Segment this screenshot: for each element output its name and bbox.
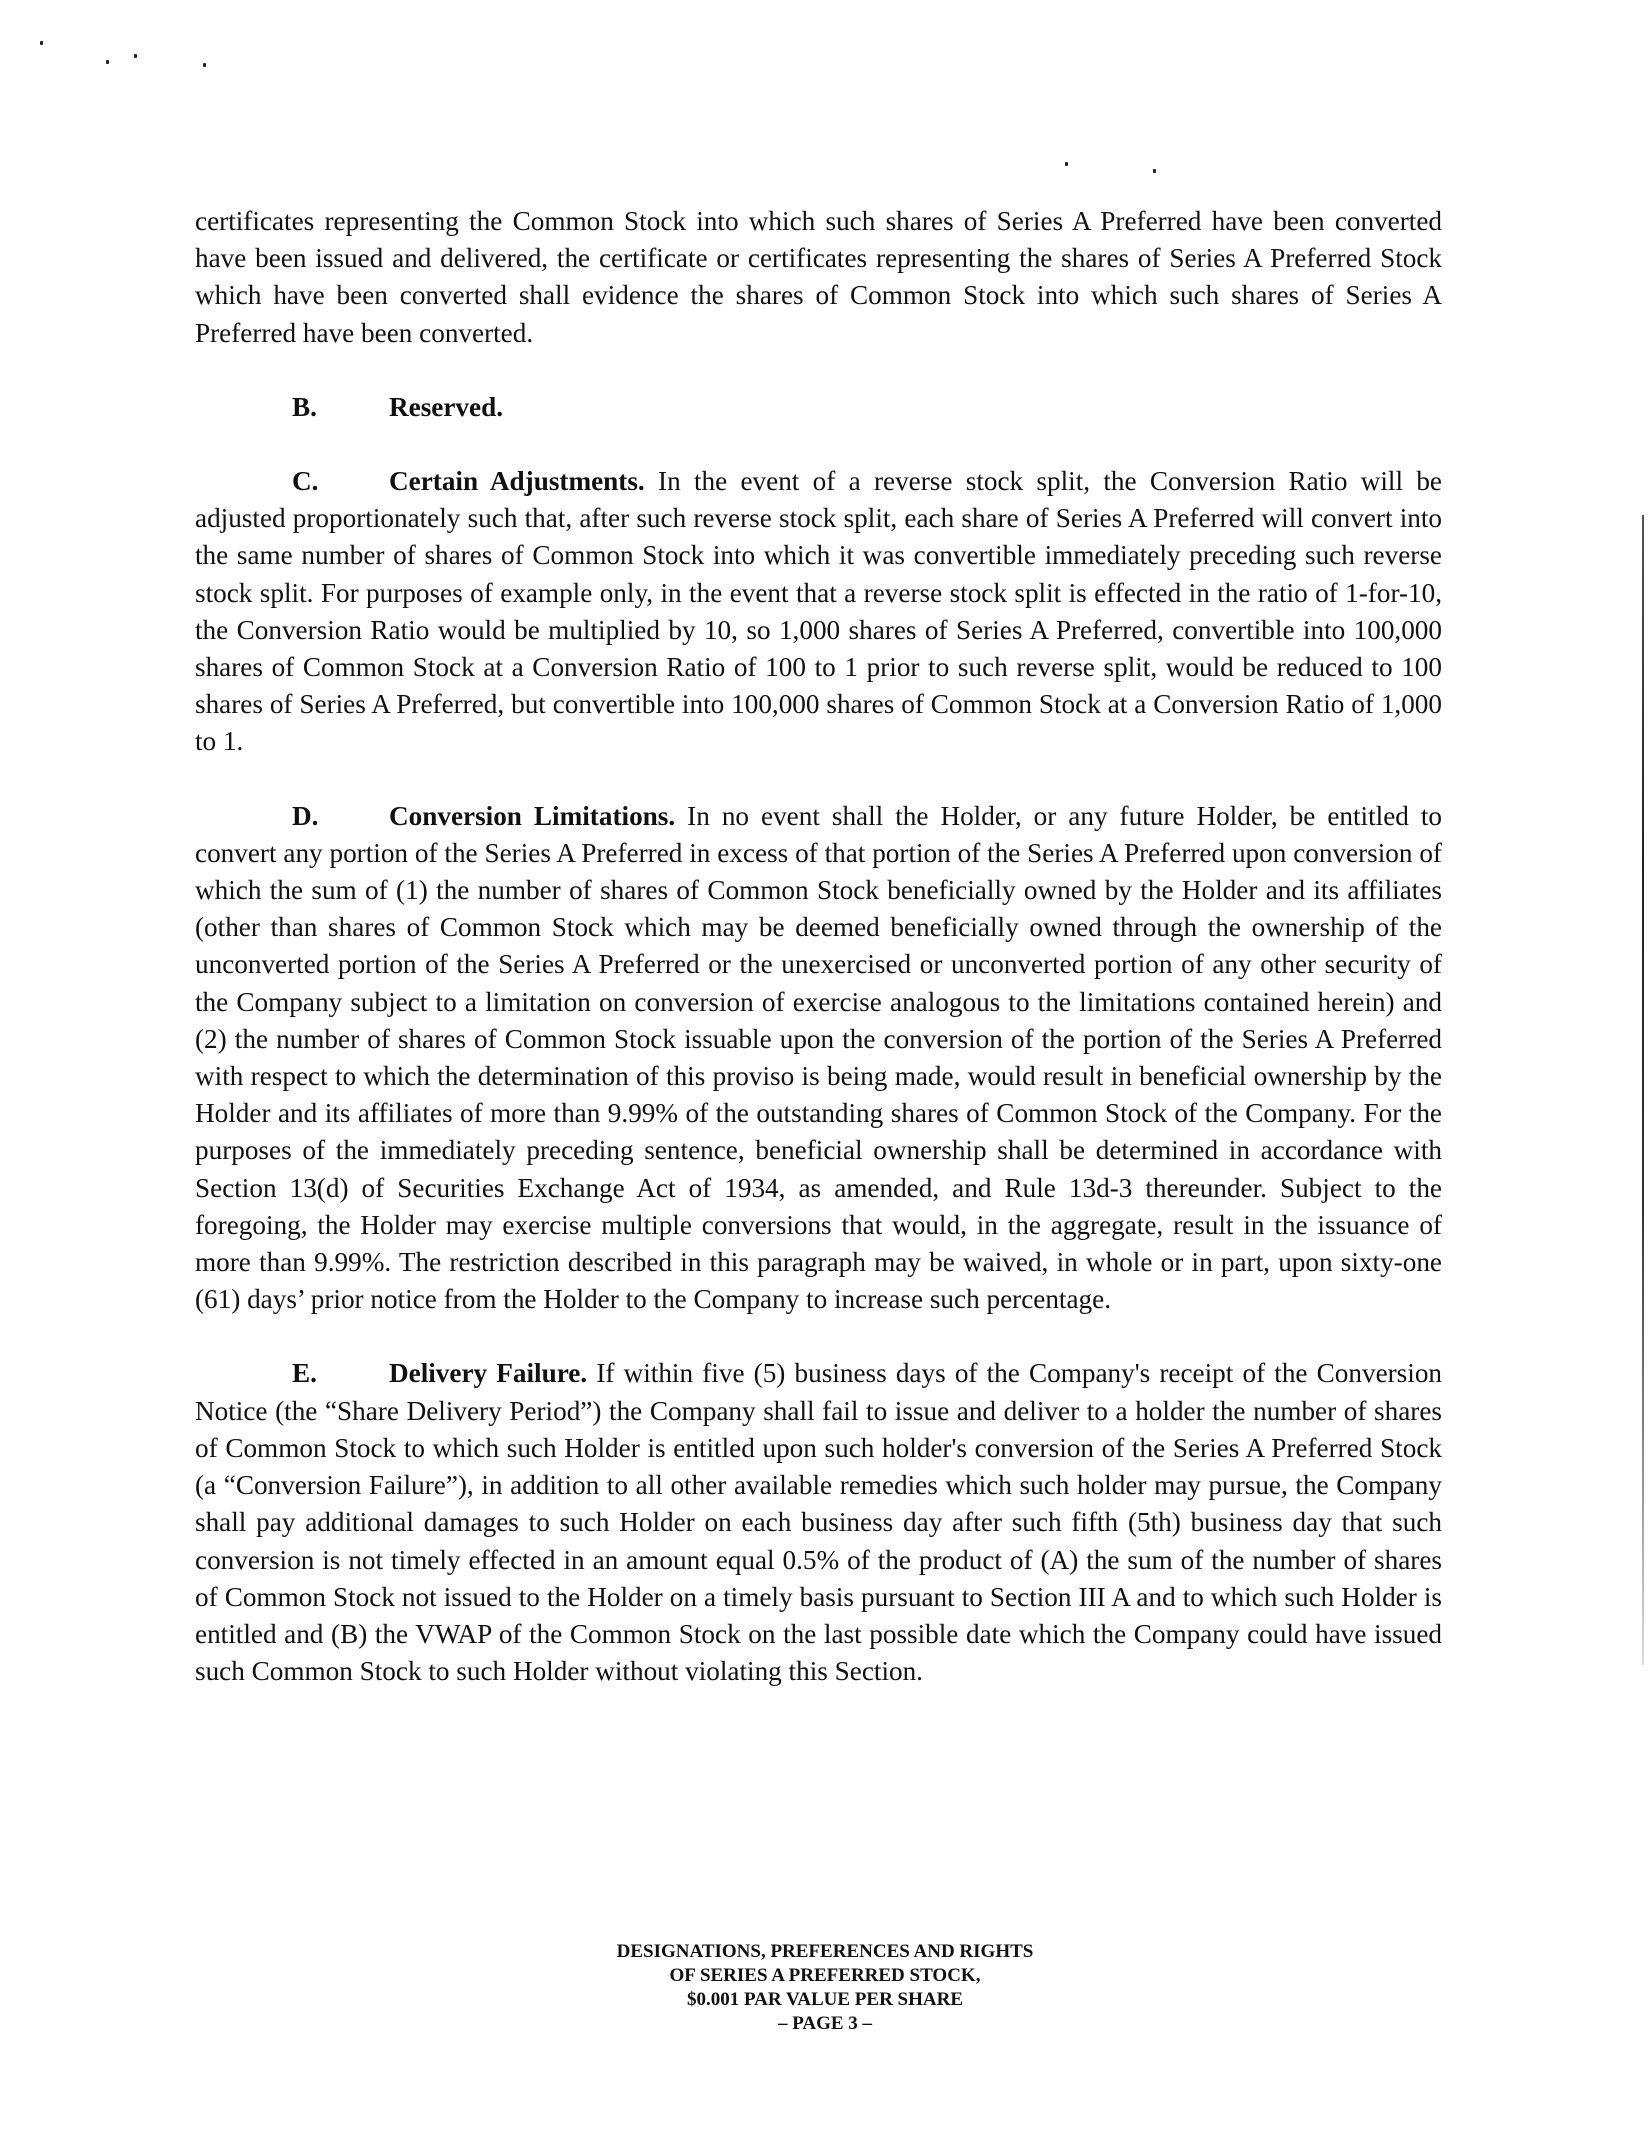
footer-line: $0.001 PAR VALUE PER SHARE (686, 1989, 964, 2010)
section-heading: Certain Adjustments. (389, 466, 645, 497)
section-b (195, 389, 1442, 426)
section-label: D. (292, 800, 319, 831)
document-body (195, 203, 1442, 1727)
section-e (195, 1355, 1442, 1690)
scan-artifact (134, 54, 137, 58)
footer-line: DESIGNATIONS, PREFERENCES AND RIGHTS (616, 1941, 1034, 1962)
section-body: In no event shall the Holder, or any future Holder, be entitled to convert any portion of the Series A Preferred in excess of that portion of the Series A Preferred upon conversion of which the sum of (1) the number of shares of Common Stock beneficially owned by the Holder and its affiliates (other than shares of Common Stock which may be deemed beneficially owned through the ownership of the unconverted portion of the Series A Preferred or the unexercised or unconverted portion of any other security of the Company subject to a limitation on conversion of exercise analogous to the limitations contained herein) and (2) the number of shares of Common Stock issuable upon the conversion of the portion of the Series A Preferred with respect to which the determination of this proviso is being made, would result in beneficial ownership by the Holder and its affiliates of more than 9.99% of the outstanding shares of Common Stock of the Company. For the purposes of the immediately preceding sentence, beneficial ownership shall be determined in accordance with Section 13(d) of Securities Exchange Act of 1934, as amended, and Rule 13d-3 thereunder. Subject to the foregoing, the Holder may exercise multiple conversions that would, in the aggregate, result in the issuance of more than 9.99%. The restriction described in this paragraph may be waived, in whole or in part, upon sixty-one (61) days’ prior notice from the Holder to the Company to increase such percentage. (195, 800, 1442, 1315)
section-body: In the event of a reverse stock split, the Conversion Ratio will be adjusted proportionately such that, after such reverse stock split, each share of Series A Preferred will convert into the same number of shares of Common Stock into which it was convertible immediately preceding such reverse stock split. For purposes of example only, in the event that a reverse stock split is effected in the ratio of 1-for-10, the Conversion Ratio would be multiplied by 10, so 1,000 shares of Series A Preferred, convertible into 100,000 shares of Common Stock at a Conversion Ratio of 100 to 1 prior to such reverse split, would be reduced to 100 shares of Series A Preferred, but convertible into 100,000 shares of Common Stock at a Conversion Ratio of 1,000 to 1. (195, 466, 1442, 757)
section-label: E. (292, 1358, 317, 1389)
scan-artifact (106, 60, 109, 64)
continuation-paragraph: certificates representing the Common Stock into which such shares of Series A Preferred have been converted have been issued and delivered, the certificate or certificates representing the shares of Series A Preferred Stock which have been converted shall evidence the shares of Common Stock into which such shares of Series A Preferred have been converted. (195, 206, 1442, 348)
section-label: B. (292, 391, 317, 422)
footer-line: OF SERIES A PREFERRED STOCK, (669, 1965, 981, 1986)
page-number: – PAGE 3 – (777, 2013, 873, 2034)
section-label: C. (292, 466, 319, 497)
scan-artifact (1153, 169, 1156, 173)
scan-artifact (203, 63, 206, 67)
section-d (195, 798, 1442, 1319)
section-heading: Delivery Failure. (389, 1358, 588, 1389)
page-footer (0, 1940, 1650, 2036)
section-heading: Conversion Limitations. (389, 800, 676, 831)
section-body: If within five (5) business days of the Company's receipt of the Conversion Notice (the “Share Delivery Period”) the Company shall fail to issue and deliver to a holder the number of shares of Common Stock to which such Holder is entitled upon such holder's conversion of the Series A Preferred Stock (a “Conversion Failure”), in addition to all other available remedies which such holder may pursue, the Company shall pay additional damages to such Holder on each business day after such fifth (5th) business day that such conversion is not timely effected in an amount equal 0.5% of the product of (A) the sum of the number of shares of Common Stock not issued to the Holder on a timely basis pursuant to Section III A and to which such Holder is entitled and (B) the VWAP of the Common Stock on the last possible date which the Company could have issued such Common Stock to such Holder without violating this Section. (195, 1358, 1443, 1687)
section-c (195, 463, 1442, 761)
section-heading: Reserved. (389, 391, 503, 422)
scan-margin-line (1642, 515, 1644, 1665)
scan-artifact (40, 41, 43, 45)
scan-artifact (1065, 162, 1068, 166)
